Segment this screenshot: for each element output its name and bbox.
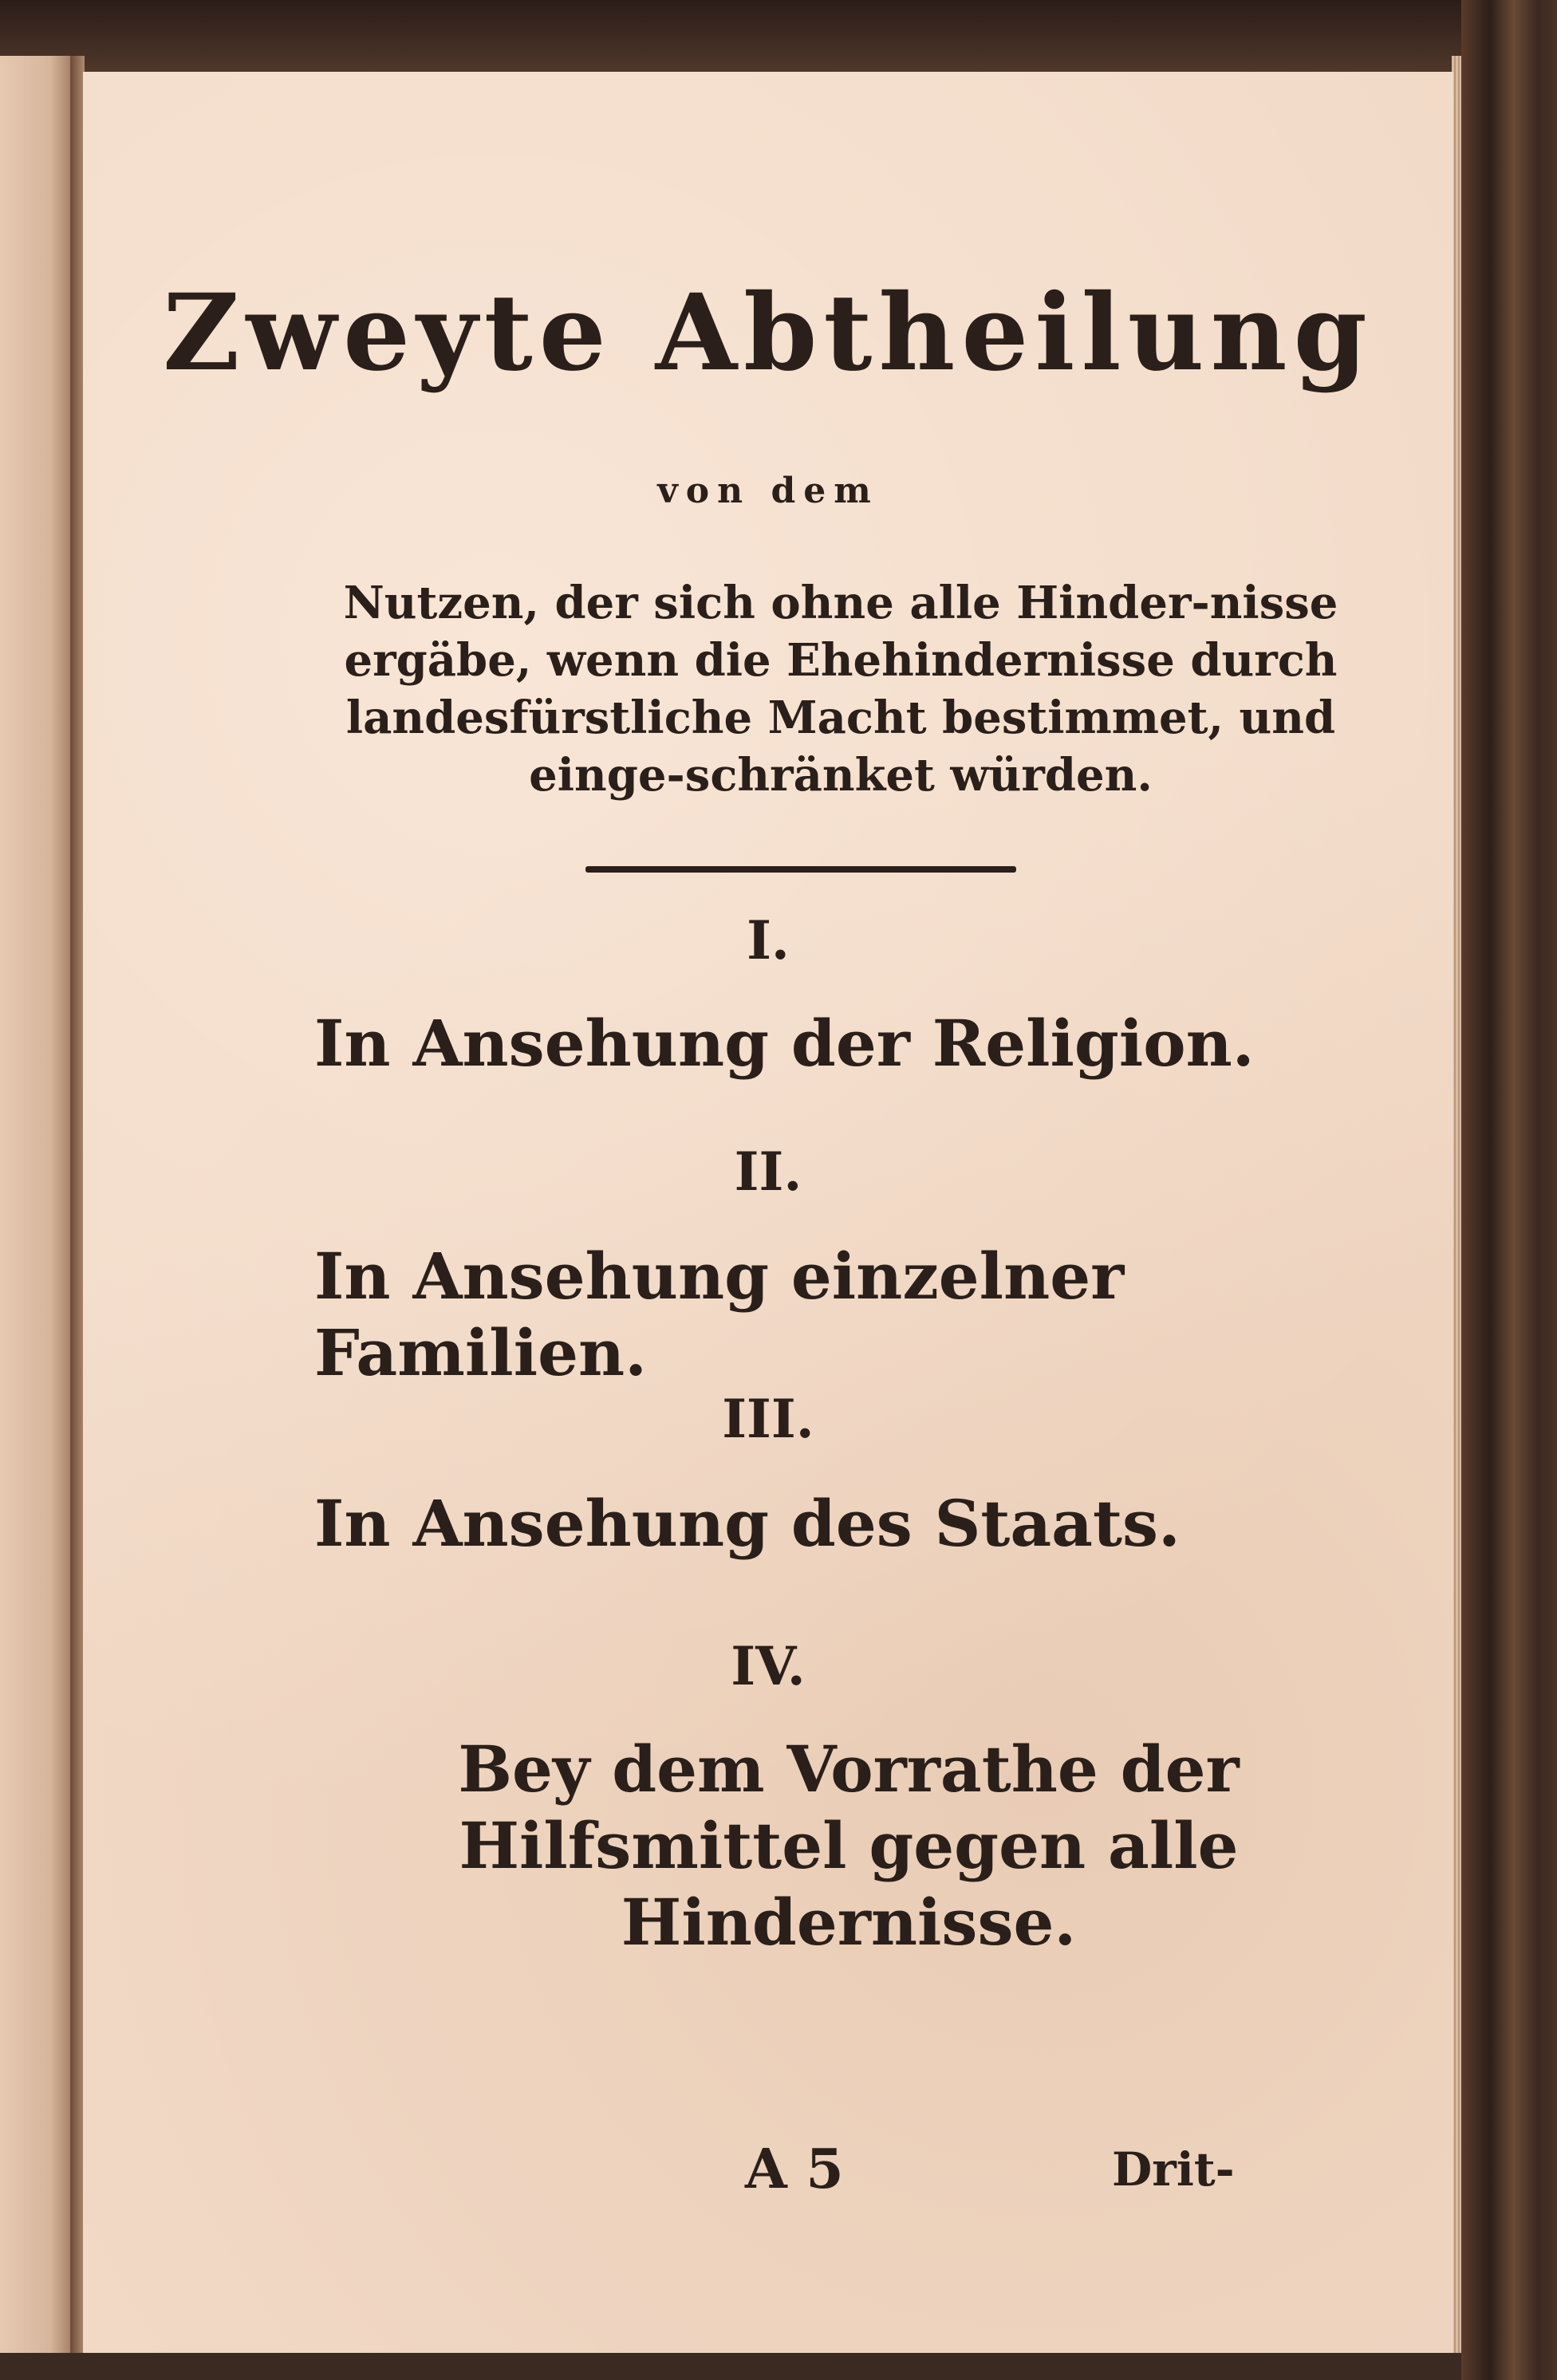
book-cover-right — [1461, 0, 1557, 2380]
catchword: Drit- — [1112, 2142, 1235, 2197]
book-page — [83, 72, 1453, 2353]
section-numeral-4: IV. — [731, 1635, 806, 1697]
section-numeral-1: I. — [747, 909, 790, 971]
signature-mark: A 5 — [745, 2138, 844, 2201]
section-subtitle: von dem — [657, 471, 879, 511]
section-description: Nutzen, der sich ohne alle Hinder-nisse ergäbe, wenn die Ehehindernisse durch landesfürstliche Macht bestimmet, und einge-schränket würden. — [343, 577, 1338, 802]
section-title: Zweyte Abtheilung — [163, 271, 1374, 395]
section-heading-1: In Ansehung der Religion. — [314, 1006, 1255, 1081]
section-numeral-3: III. — [722, 1388, 814, 1450]
section-numeral-2: II. — [734, 1141, 802, 1203]
divider-rule — [585, 866, 1016, 873]
section-heading-3: In Ansehung des Staats. — [314, 1486, 1181, 1561]
section-heading-4: Bey dem Vorrathe der Hilfsmittel gegen alle Hindernisse. — [458, 1732, 1240, 1960]
facing-page-edge — [0, 56, 72, 2353]
section-heading-2: In Ansehung einzelner Familien. — [314, 1239, 1125, 1390]
